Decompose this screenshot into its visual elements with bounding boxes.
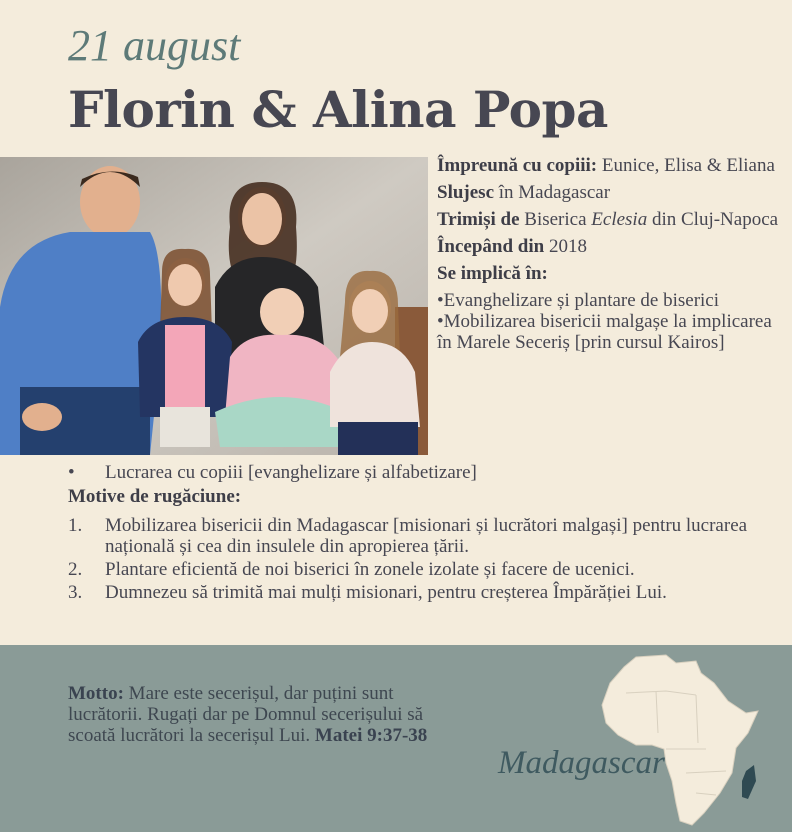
involved-line [437, 263, 789, 284]
motto-label: Motto: [68, 683, 124, 704]
start-line [437, 236, 789, 257]
prayer-item-text: Plantare eficientă de noi biserici în zonele izolate și facere de ucenici. [105, 559, 635, 580]
prayer-item-number: 1. [68, 515, 83, 536]
prayer-heading: Motive de rugăciune: [68, 486, 242, 507]
prayer-item [68, 515, 792, 557]
involved-extra-item [68, 462, 477, 483]
start-label: Începând din [437, 236, 545, 257]
africa-map-icon [596, 653, 766, 829]
family-photo-illustration [0, 157, 428, 455]
involved-item: •Evanghelizare și plantare de biserici [437, 290, 720, 311]
prayer-list [68, 515, 792, 605]
involved-label: Se implică în: [437, 263, 548, 284]
sent-value-post: din Cluj-Napoca [647, 209, 779, 230]
prayer-item-number: 2. [68, 559, 83, 580]
sent-label: Trimiși de [437, 209, 520, 230]
prayer-item [68, 582, 792, 603]
bullet-marker: • [68, 462, 75, 483]
motto-reference: Matei 9:37-38 [314, 725, 428, 746]
family-photo [0, 157, 428, 455]
motto-text: Mare este secerișul, dar puțini sunt lucrătorii. Rugați dar pe Domnul secerișului să scoată lucrători la secerișul Lui. [68, 683, 424, 746]
sent-line [437, 209, 789, 230]
missionary-info [437, 155, 789, 353]
involved-item: •Mobilizarea bisericii malgașe la implicarea în Marele Seceriș [prin cursul Kairos] [437, 311, 772, 353]
prayer-item [68, 559, 792, 580]
prayer-item-number: 3. [68, 582, 83, 603]
date-heading: 21 august [68, 21, 241, 70]
children-line [437, 155, 789, 176]
prayer-item-text: Mobilizarea bisericii din Madagascar [misionari și lucrători malgași] pentru lucrarea națională și cea din insulele din apropierea țării. [105, 515, 748, 557]
serve-label: Slujesc [437, 182, 494, 203]
prayer-item-text: Dumnezeu să trimită mai mulți misionari, pentru creșterea Împărăției Lui. [105, 582, 667, 603]
madagascar-shape [742, 765, 756, 799]
start-value: 2018 [544, 236, 587, 257]
children-value: Eunice, Elisa & Eliana [597, 155, 775, 176]
footer-band [0, 645, 792, 832]
page-title: Florin & Alina Popa [68, 80, 608, 139]
map-label: Madagascar [498, 745, 665, 781]
children-label: Împreună cu copiii: [437, 155, 598, 176]
serve-value: în Madagascar [494, 182, 611, 203]
serve-line [437, 182, 789, 203]
church-name: Eclesia [591, 209, 648, 230]
sent-value-pre: Biserica [519, 209, 592, 230]
motto [68, 683, 448, 746]
involved-extra-text: Lucrarea cu copiii [evanghelizare și alfabetizare] [105, 462, 477, 483]
